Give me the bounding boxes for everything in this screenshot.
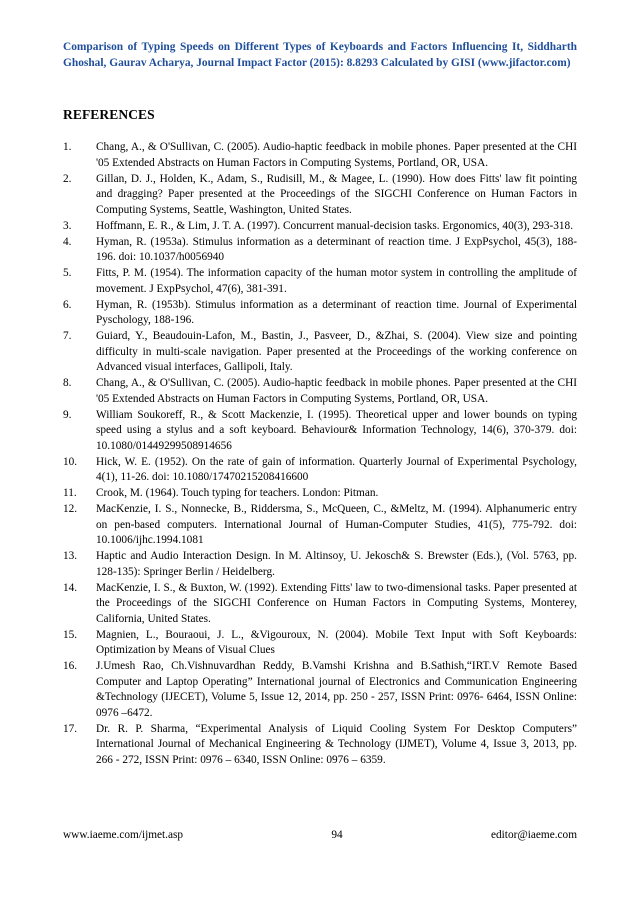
reference-text: Crook, M. (1964). Touch typing for teachers. London: Pitman. — [96, 487, 379, 499]
footer-website: www.iaeme.com/ijmet.asp — [63, 829, 184, 841]
reference-text: Haptic and Audio Interaction Design. In M. Altinsoy, U. Jekosch& S. Brewster (Eds.), (Vol. 5763, pp. 128-135): Springer Berlin / Heidelberg. — [96, 550, 577, 578]
reference-item — [63, 722, 577, 769]
reference-number: 15. — [63, 628, 78, 641]
reference-number: 4. — [63, 235, 72, 248]
running-header: Comparison of Typing Speeds on Different Types of Keyboards and Factors Influencing It, Siddharth Ghoshal, Gaurav Acharya, Journal Impact Factor (2015): 8.8293 Calculated by GISI (www.jifactor.com) — [63, 41, 577, 69]
reference-text: Gillan, D. J., Holden, K., Adam, S., Rudisill, M., & Magee, L. (1990). How does Fitts' law fit pointing and dragging? Paper presented at the Proceedings of the SIGCHI Conference on Human Factors in Computing Systems, Seattle, Washington, United States. — [96, 172, 577, 216]
reference-item — [63, 455, 577, 486]
reference-item — [63, 549, 577, 580]
reference-text: MacKenzie, I. S., & Buxton, W. (1992). Extending Fitts' law to two-dimensional tasks. Paper presented at the Proceedings of the SIGCHI Conference on Human Factors in Computing Systems, Monterey, California, United States. — [96, 581, 577, 625]
reference-text: Hyman, R. (1953a). Stimulus information as a determinant of reaction time. J ExpPsychol, 45(3), 188-196. doi: 10.1037/h0056940 — [96, 235, 577, 263]
reference-item — [63, 408, 577, 455]
reference-list — [63, 140, 577, 769]
reference-number: 7. — [63, 330, 72, 342]
reference-item — [63, 581, 577, 628]
reference-item — [63, 376, 577, 407]
reference-item — [63, 235, 577, 266]
reference-text: Chang, A., & O'Sullivan, C. (2005). Audio-haptic feedback in mobile phones. Paper presented at the CHI '05 Extended Abstracts on Human Factors in Computing Systems, Portland, OR, USA. — [96, 377, 577, 405]
reference-number: 13. — [63, 550, 78, 562]
page-footer — [63, 829, 577, 841]
reference-item — [63, 502, 577, 549]
reference-number: 9. — [63, 408, 72, 421]
section-title: REFERENCES — [63, 107, 155, 122]
reference-item — [63, 140, 577, 171]
footer-page-number: 94 — [331, 829, 343, 841]
reference-item — [63, 628, 577, 659]
reference-text: Dr. R. P. Sharma, “Experimental Analysis of Liquid Cooling System For Desktop Computers” International Journal of Mechanical Engineering & Technology (IJMET), Volume 4, Issue 3, 2013, pp. 266 - 272, ISSN Print: 0976 – 6340, ISSN Online: 0976 – 6359. — [96, 722, 577, 766]
reference-text: William Soukoreff, R., & Scott Mackenzie, I. (1995). Theoretical upper and lower bounds on typing speed using a stylus and a soft keyboard. Behaviour& Information Technology, 14(6), 370-379. doi: 10.1080/01449299508914656 — [96, 408, 577, 452]
reference-number: 2. — [63, 172, 72, 185]
reference-number: 11. — [63, 487, 77, 499]
reference-number: 8. — [63, 377, 72, 389]
reference-text: Fitts, P. M. (1954). The information capacity of the human motor system in controlling the amplitude of movement. J ExpPsychol, 47(6), 381-391. — [96, 267, 577, 295]
reference-number: 1. — [63, 141, 72, 153]
reference-text: Hick, W. E. (1952). On the rate of gain of information. Quarterly Journal of Experimental Psychology, 4(1), 11-26. doi: 10.1080/17470215208416600 — [96, 455, 577, 483]
reference-number: 16. — [63, 660, 78, 672]
reference-number: 5. — [63, 267, 72, 279]
reference-number: 17. — [63, 722, 78, 735]
reference-text: Magnien, L., Bouraoui, J. L., &Vigouroux, N. (2004). Mobile Text Input with Soft Keyboards: Optimization by Means of Visual Clues — [96, 628, 577, 656]
reference-number: 6. — [63, 298, 72, 311]
reference-text: Hyman, R. (1953b). Stimulus information as a determinant of reaction time. Journal of Experimental Pyschology, 188-196. — [96, 298, 577, 326]
reference-item — [63, 329, 577, 376]
reference-text: Hoffmann, E. R., & Lim, J. T. A. (1997). Concurrent manual-decision tasks. Ergonomics, 40(3), 293-318. — [96, 219, 574, 232]
reference-item — [63, 219, 577, 235]
reference-item — [63, 172, 577, 219]
reference-number: 10. — [63, 455, 78, 468]
reference-item — [63, 486, 577, 502]
footer-email: editor@iaeme.com — [491, 829, 577, 841]
reference-number: 3. — [63, 219, 72, 232]
reference-number: 14. — [63, 581, 78, 594]
reference-number: 12. — [63, 503, 78, 515]
reference-item — [63, 659, 577, 721]
reference-text: J.Umesh Rao, Ch.Vishnuvardhan Reddy, B.Vamshi Krishna and B.Sathish,“IRT.V Remote Based Computer and Laptop Operating” International journal of Electronics and Communication Engineering &Technology (IJECET), Volume 5, Issue 12, 2014, pp. 250 - 257, ISSN Print: 0976- 6464, ISSN Online: 0976 –6472. — [96, 660, 577, 719]
reference-text: Chang, A., & O'Sullivan, C. (2005). Audio-haptic feedback in mobile phones. Paper presented at the CHI '05 Extended Abstracts on Human Factors in Computing Systems, Portland, OR, USA. — [96, 141, 577, 169]
reference-item — [63, 266, 577, 297]
reference-text: Guiard, Y., Beaudouin-Lafon, M., Bastin, J., Pasveer, D., &Zhai, S. (2004). View size and pointing difficulty in multi-scale navigation. Paper presented at the Proceedings of the working conference on Advanced visual interfaces, Gallipoli, Italy. — [96, 330, 577, 373]
reference-item — [63, 298, 577, 329]
reference-text: MacKenzie, I. S., Nonnecke, B., Riddersma, S., McQueen, C., &Meltz, M. (1994). Alphanumeric entry on pen-based computers. International Journal of Human-Computer Studies, 41(5), 775-792. doi: 10.1006/ijhc.1994.1081 — [96, 503, 577, 546]
